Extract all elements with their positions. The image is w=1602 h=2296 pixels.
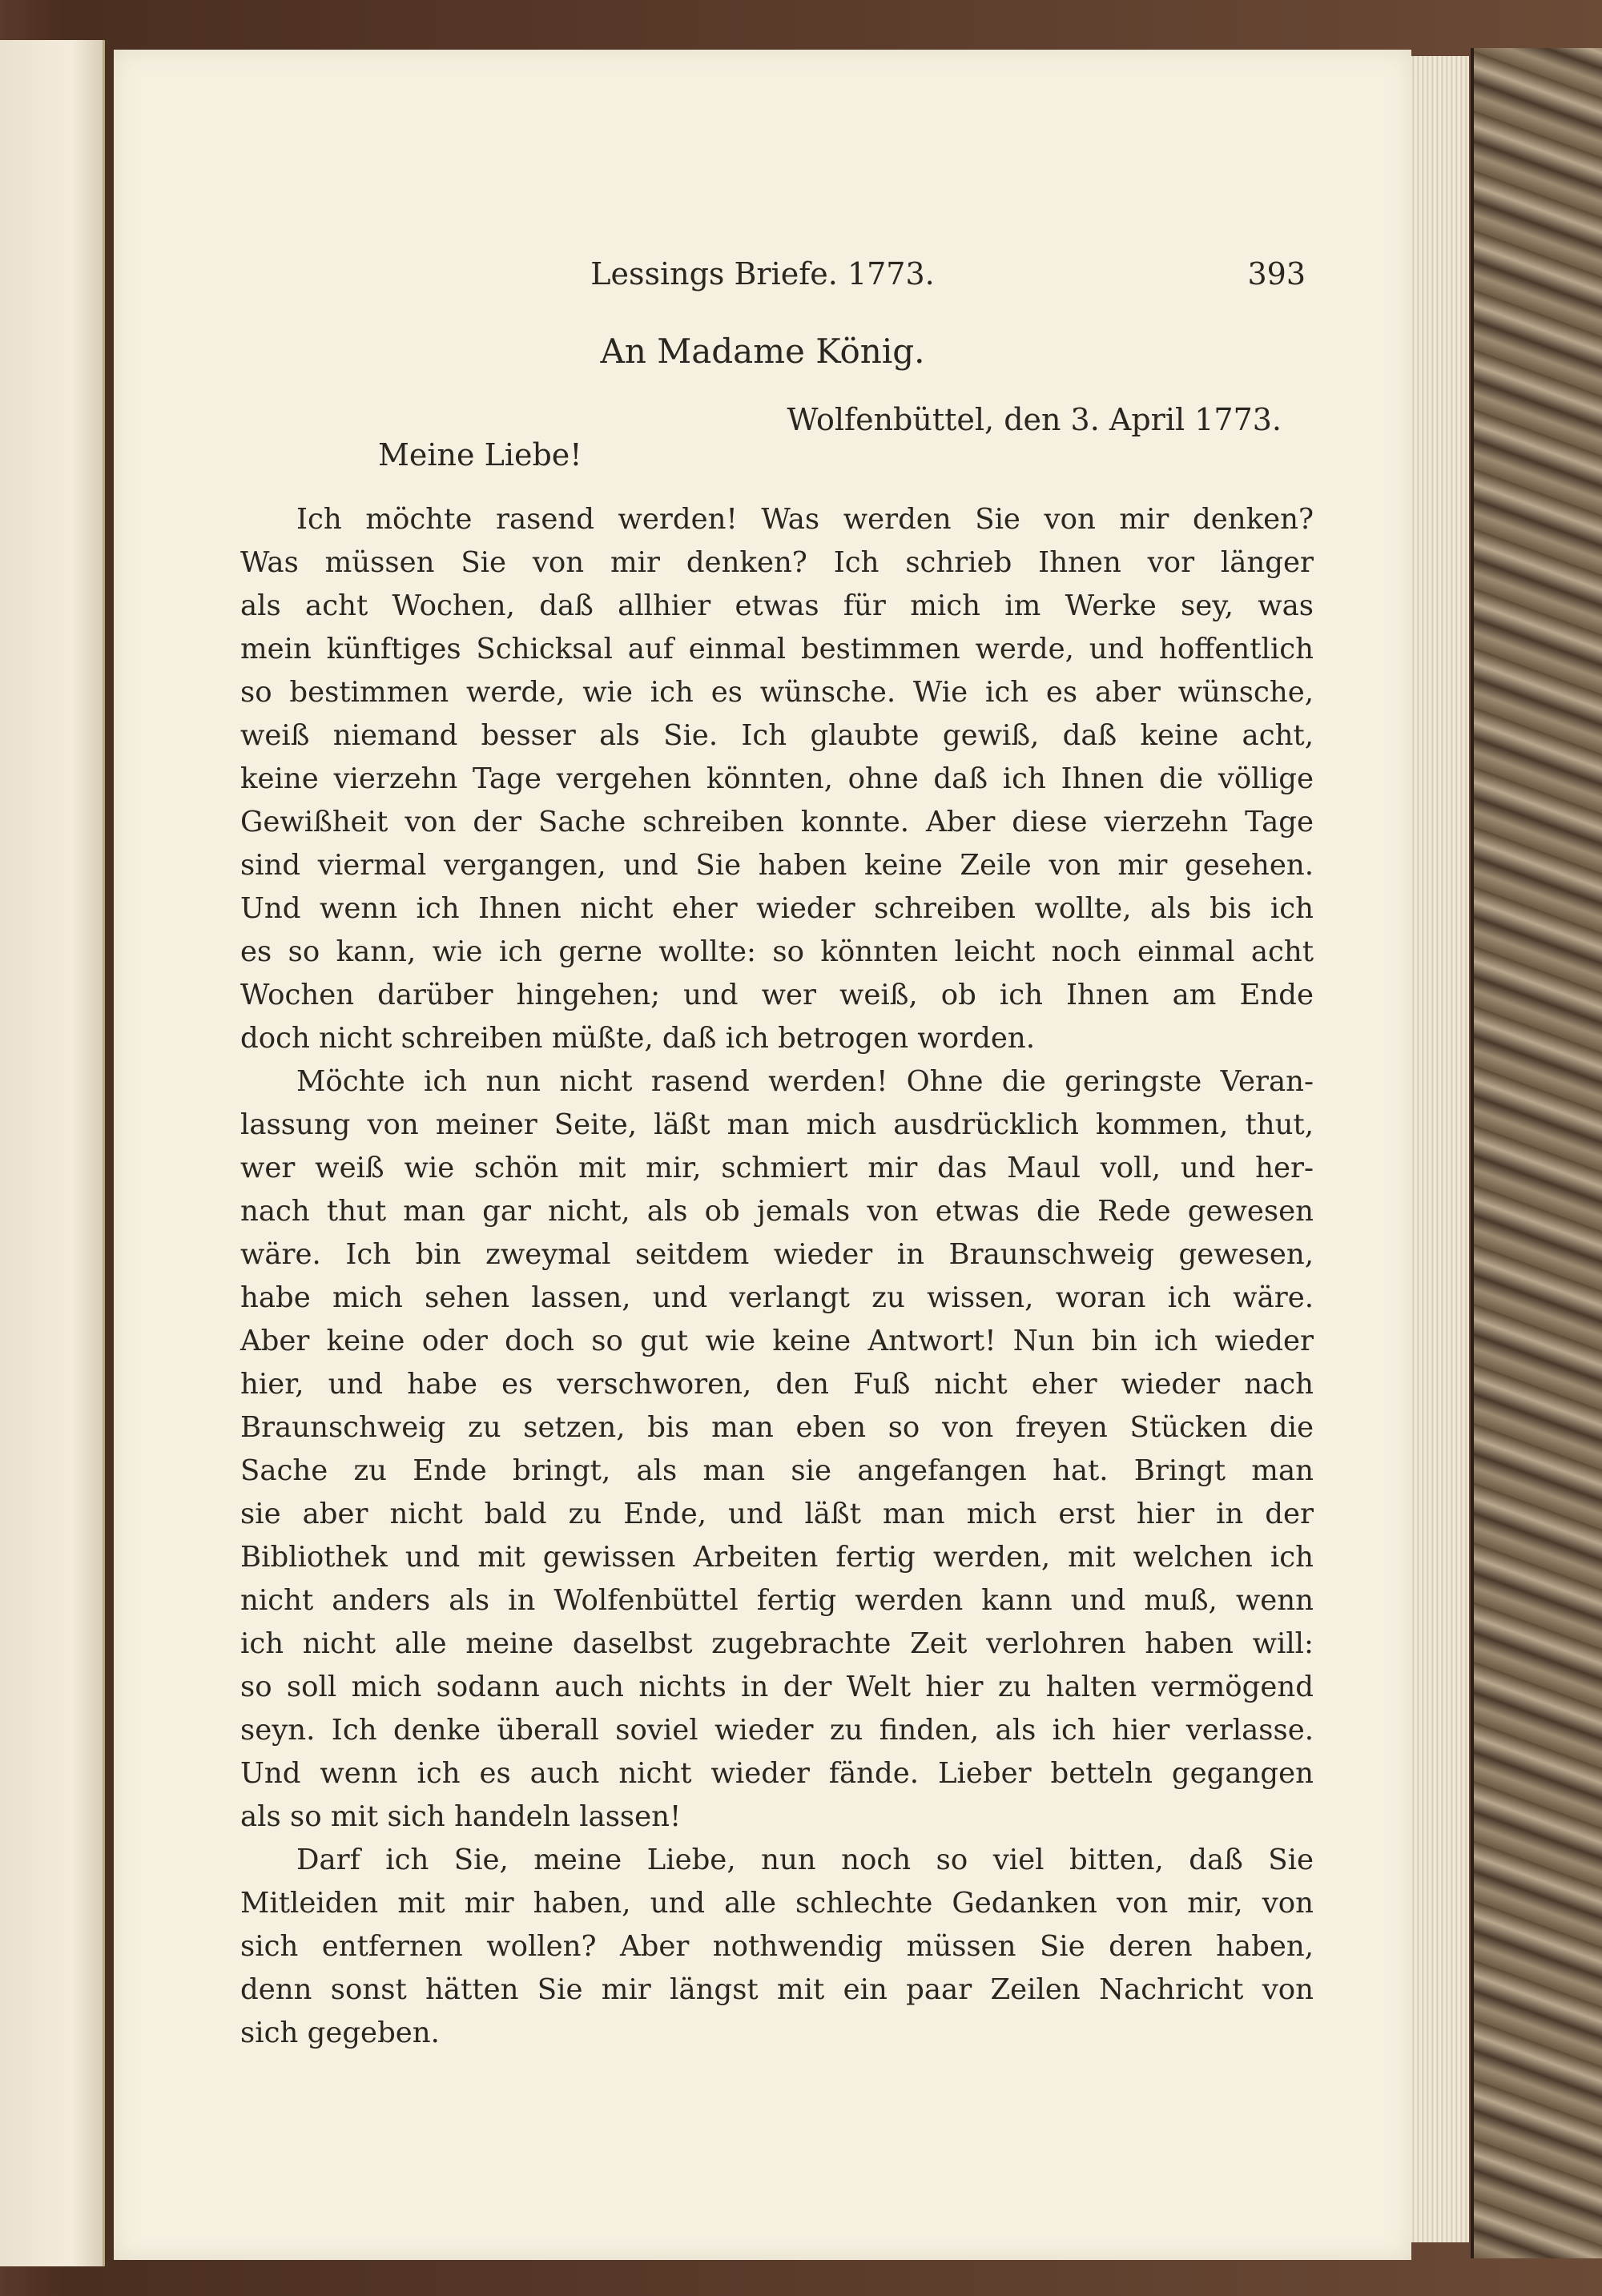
page-number: 393	[1247, 256, 1306, 292]
text-line: ich nicht alle meine daselbst zugebrachte Zeit verlohren haben will:	[240, 1627, 1314, 1660]
page-stack-edge	[1403, 56, 1469, 2242]
letter-title: An Madame König.	[600, 332, 925, 371]
text-line: Möchte ich nun nicht rasend werden! Ohne die geringste Veran-	[296, 1065, 1314, 1098]
running-title: Lessings Briefe. 1773.	[590, 256, 935, 292]
text-line: seyn. Ich denke überall soviel wieder zu finden, als ich hier verlasse.	[240, 1714, 1314, 1747]
text-line: Bibliothek und mit gewissen Arbeiten fertig werden, mit welchen ich	[240, 1541, 1314, 1574]
text-line: Sache zu Ende bringt, als man sie angefangen hat. Bringt man	[240, 1454, 1314, 1487]
text-line: sie aber nicht bald zu Ende, und läßt man mich erst hier in der	[240, 1498, 1314, 1530]
text-line: Ich möchte rasend werden! Was werden Sie von mir denken?	[296, 503, 1314, 536]
text-line: Und wenn ich es auch nicht wieder fände. Lieber betteln gegangen	[240, 1757, 1314, 1790]
text-line: nach thut man gar nicht, als ob jemals von etwas die Rede gewesen	[240, 1195, 1314, 1228]
text-line: so soll mich sodann auch nichts in der Welt hier zu halten vermögend	[240, 1671, 1314, 1703]
text-line: Was müssen Sie von mir denken? Ich schrieb Ihnen vor länger	[240, 546, 1314, 579]
text-line: weiß niemand besser als Sie. Ich glaubte gewiß, daß keine acht,	[240, 719, 1314, 752]
text-line: doch nicht schreiben müßte, daß ich betrogen worden.	[240, 1022, 1036, 1055]
text-line: wäre. Ich bin zweymal seitdem wieder in Braunschweig gewesen,	[240, 1238, 1314, 1271]
text-line: Gewißheit von der Sache schreiben konnte. Aber diese vierzehn Tage	[240, 806, 1314, 838]
text-line: sich entfernen wollen? Aber nothwendig müssen Sie deren haben,	[240, 1930, 1314, 1963]
text-line: habe mich sehen lassen, und verlangt zu wissen, woran ich wäre.	[240, 1281, 1314, 1314]
text-line: sind viermal vergangen, und Sie haben keine Zeile von mir gesehen.	[240, 849, 1314, 882]
text-line: lassung von meiner Seite, läßt man mich ausdrücklich kommen, thut,	[240, 1108, 1314, 1141]
text-line: Mitleiden mit mir haben, und alle schlechte Gedanken von mir, von	[240, 1887, 1314, 1920]
text-line: so bestimmen werde, wie ich es wünsche. Wie ich es aber wünsche,	[240, 676, 1314, 709]
letter-dateline: Wolfenbüttel, den 3. April 1773.	[787, 402, 1282, 437]
text-line: Aber keine oder doch so gut wie keine Antwort! Nun bin ich wieder	[240, 1325, 1314, 1357]
page-header	[114, 256, 1411, 304]
left-page-edge	[0, 40, 105, 2266]
text-line: nicht anders als in Wolfenbüttel fertig werden kann und muß, wenn	[240, 1584, 1314, 1617]
text-line: sich gegeben.	[240, 2017, 440, 2049]
marbled-cover-edge	[1471, 48, 1602, 2258]
text-line: Darf ich Sie, meine Liebe, nun noch so viel bitten, daß Sie	[296, 1844, 1314, 1876]
text-line: Braunschweig zu setzen, bis man eben so von freyen Stücken die	[240, 1411, 1314, 1444]
text-line: wer weiß wie schön mit mir, schmiert mir das Maul voll, und her-	[240, 1152, 1314, 1184]
text-line: denn sonst hätten Sie mir längst mit ein paar Zeilen Nachricht von	[240, 1973, 1314, 2006]
letter-salutation: Meine Liebe!	[378, 437, 582, 472]
text-line: als acht Wochen, daß allhier etwas für mich im Werke sey, was	[240, 589, 1314, 622]
text-line: hier, und habe es verschworen, den Fuß nicht eher wieder nach	[240, 1368, 1314, 1401]
text-line: es so kann, wie ich gerne wollte: so könnten leicht noch einmal acht	[240, 935, 1314, 968]
text-line: Und wenn ich Ihnen nicht eher wieder schreiben wollte, als bis ich	[240, 892, 1314, 925]
letter-body	[240, 498, 1314, 2055]
text-line: als so mit sich handeln lassen!	[240, 1800, 682, 1833]
text-line: Wochen darüber hingehen; und wer weiß, ob ich Ihnen am Ende	[240, 979, 1314, 1011]
text-line: keine vierzehn Tage vergehen könnten, ohne daß ich Ihnen die völlige	[240, 762, 1314, 795]
book-page	[114, 50, 1411, 2260]
text-line: mein künftiges Schicksal auf einmal bestimmen werde, und hoffentlich	[240, 633, 1314, 665]
